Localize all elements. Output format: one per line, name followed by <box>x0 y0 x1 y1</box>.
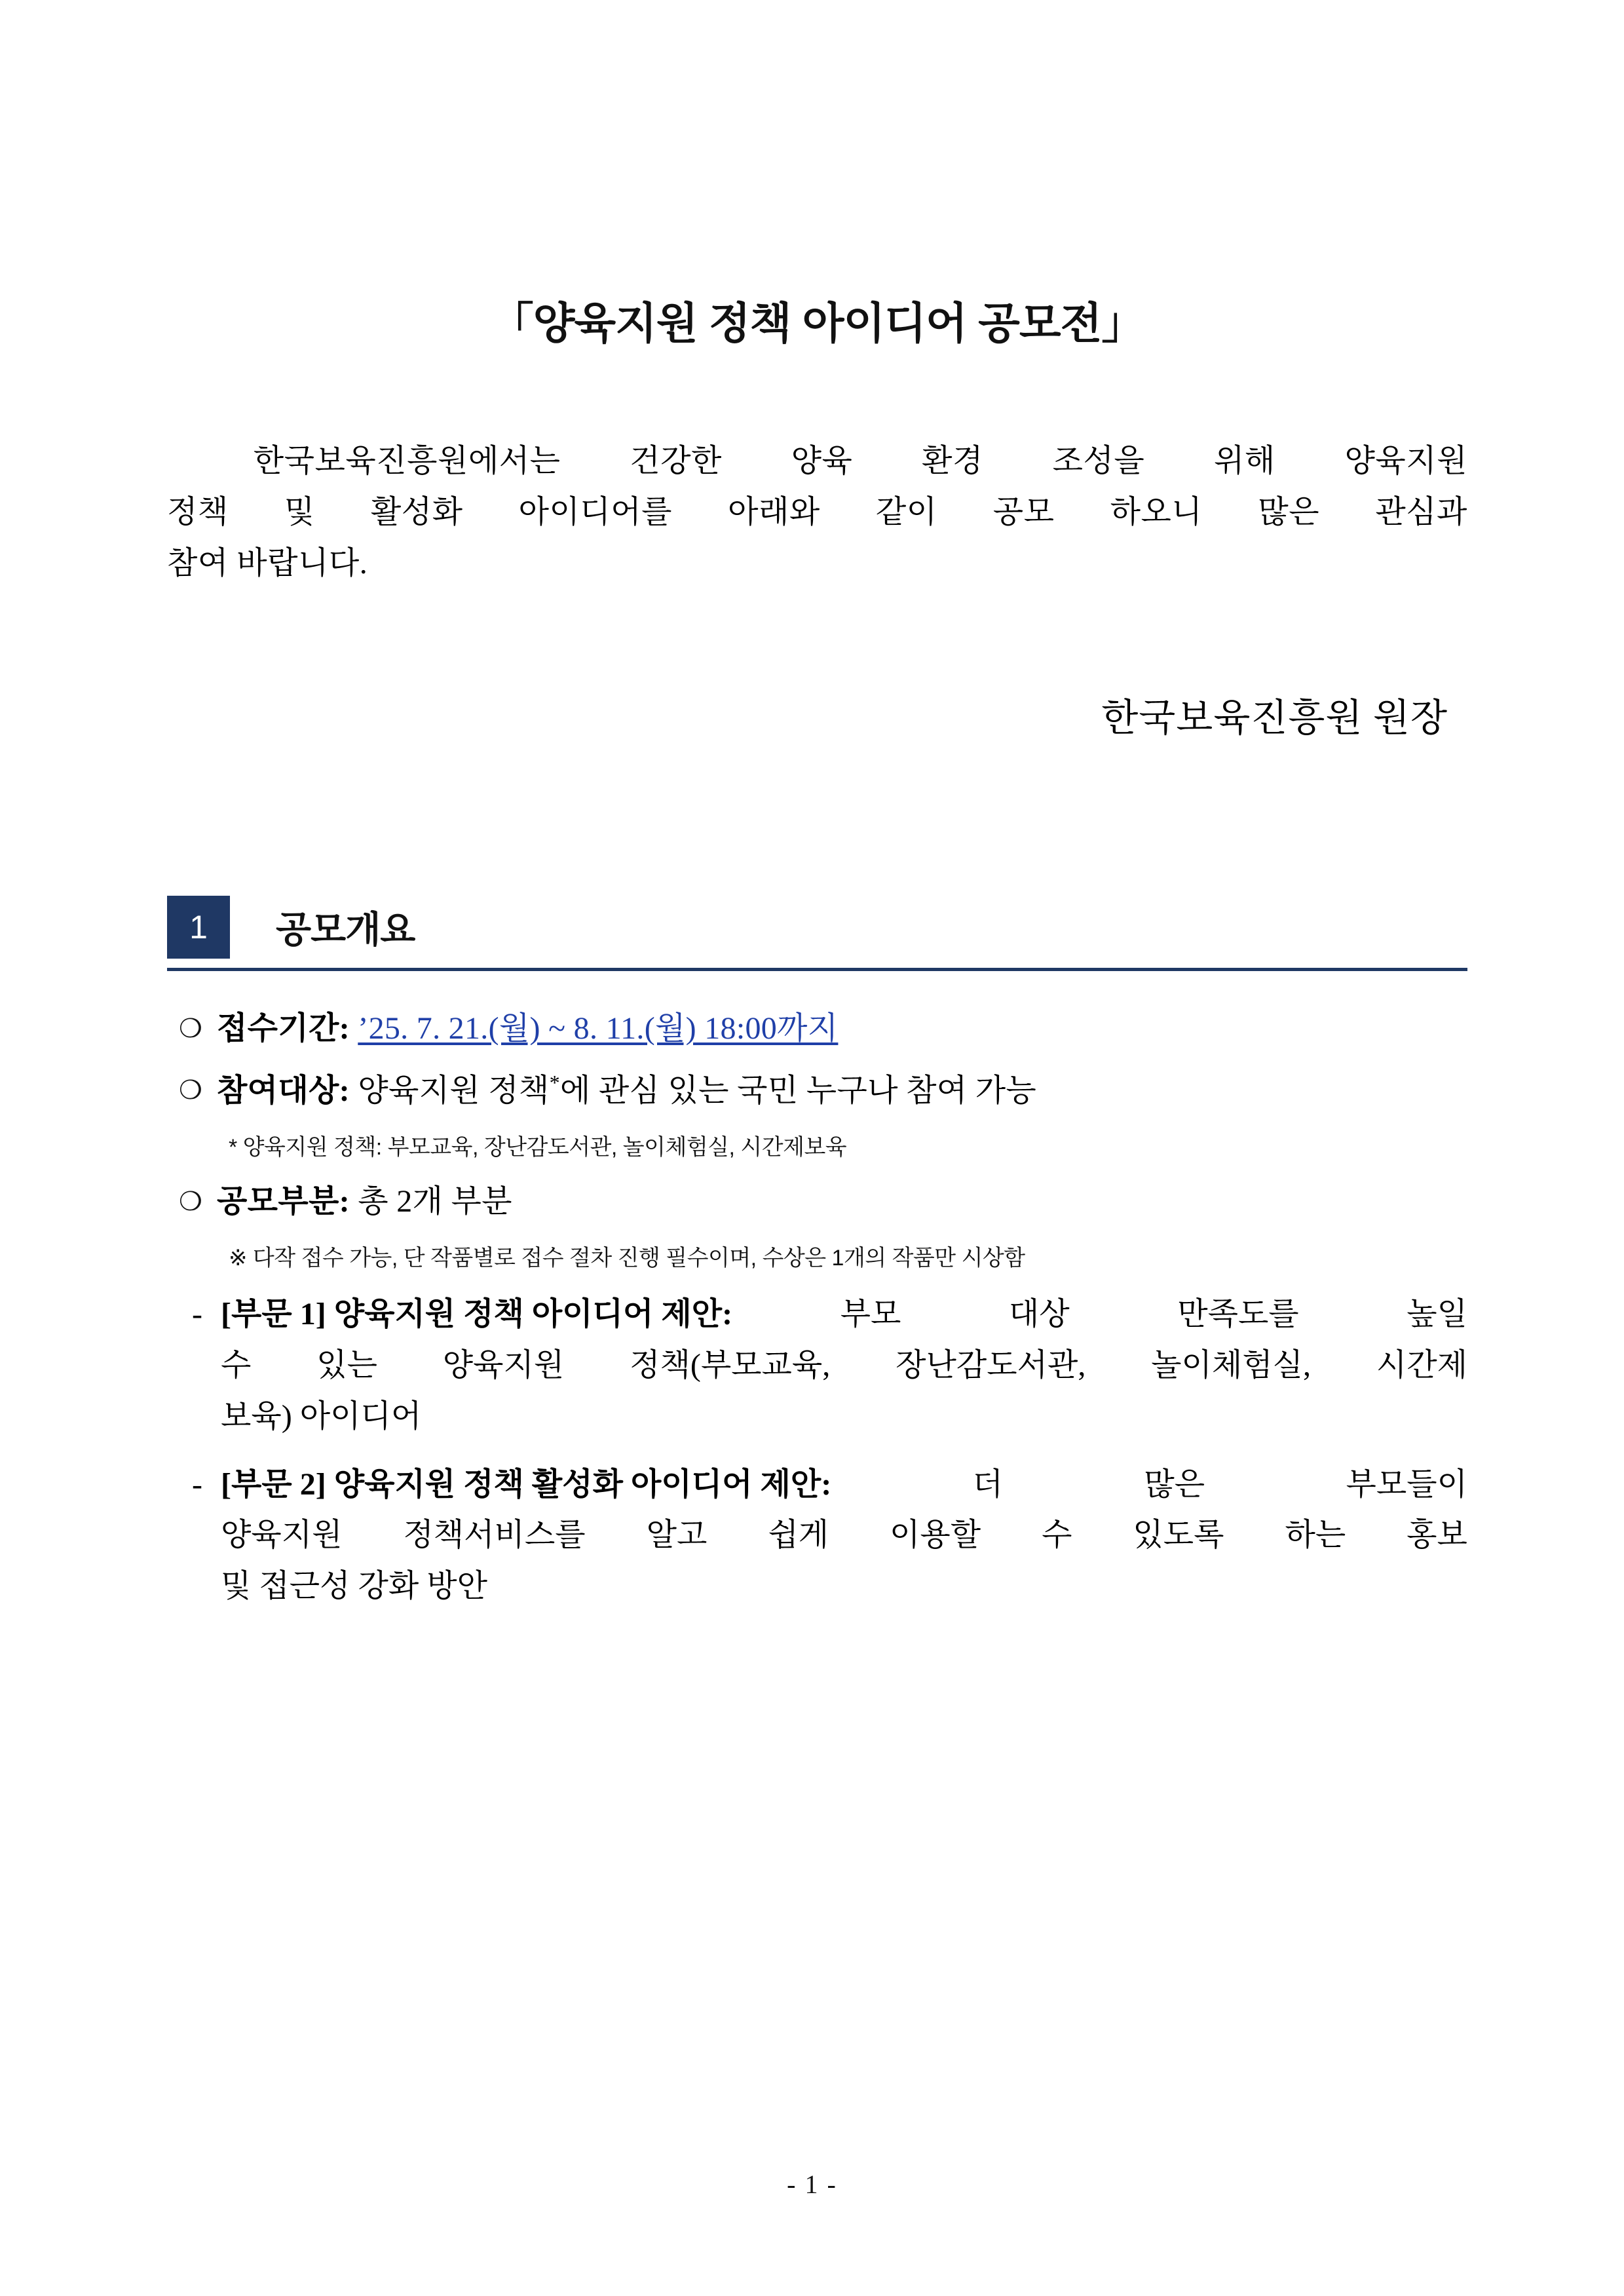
eligibility-text <box>217 1067 1467 1115</box>
part-1-line-1 <box>221 1289 1467 1340</box>
part-1-line2-word1: 수 <box>221 1348 252 1383</box>
part-1-body <box>221 1289 1467 1442</box>
footnote-multiple-entries: ※ 다작 접수 가능, 단 작품별로 접수 절차 진행 필수이며, 수상은 1개의 작품만 시상함 <box>229 1246 1025 1271</box>
categories-label: 공모부분: <box>217 1184 350 1219</box>
part-1-item <box>179 1289 1467 1442</box>
intro-line1-word6: 위해 <box>1214 444 1275 478</box>
intro-line2-word10: 관심과 <box>1375 494 1467 529</box>
intro-line-2 <box>167 487 1467 538</box>
part-1-line2-word2: 있는 <box>316 1348 377 1383</box>
application-period-text <box>217 1005 1467 1052</box>
section-number-badge: 1 <box>167 896 230 959</box>
intro-line1-word1: 한국보육진흥원에서는 <box>253 444 561 478</box>
intro-line2-word1: 정책 <box>167 494 229 529</box>
eligibility-label: 참여대상: <box>217 1073 350 1109</box>
part-1-line-2 <box>221 1340 1467 1391</box>
part-1-line2-word3: 양육지원 <box>442 1348 565 1383</box>
part-2-line2-word3: 알고 <box>646 1518 708 1553</box>
application-period-label: 접수기간: <box>217 1011 350 1046</box>
part-2-line2-word9: 홍보 <box>1407 1518 1467 1553</box>
part-2-line2-word7: 있도록 <box>1133 1518 1224 1553</box>
intro-line1-word2: 건강한 <box>630 444 722 478</box>
part-2-line2-word2: 정책서비스를 <box>403 1518 586 1553</box>
intro-line-1 <box>167 436 1467 487</box>
part-2-line-1 <box>221 1459 1467 1510</box>
intro-line1-word5: 조성을 <box>1052 444 1145 478</box>
part-1-line-3: 보육) 아이디어 <box>221 1398 422 1434</box>
intro-line2-word7: 공모 <box>992 494 1055 529</box>
intro-line2-word3: 활성화 <box>370 494 463 529</box>
dash-bullet-icon: - <box>192 1297 202 1332</box>
dash-bullet-icon: - <box>192 1466 202 1502</box>
intro-line2-word2: 및 <box>284 494 315 529</box>
part-1-line1-word4: 높일 <box>1407 1297 1467 1332</box>
section-heading <box>167 896 1467 971</box>
categories-value: 총 2개 부분 <box>358 1184 512 1219</box>
circle-bullet-icon: ❍ <box>179 1014 202 1044</box>
intro-line2-word9: 많은 <box>1258 494 1320 529</box>
part-2-line1-word1: 더 <box>972 1466 1003 1502</box>
categories-text <box>217 1178 1467 1225</box>
part-2-body <box>221 1459 1467 1612</box>
footnote-policy-definition: * 양육지원 정책: 부모교육, 장난감도서관, 놀이체험실, 시간제보육 <box>229 1135 847 1160</box>
document-content <box>167 0 1467 1625</box>
intro-line1-word3: 양육 <box>791 444 853 478</box>
part-1-line1-word1: 부모 <box>840 1297 901 1332</box>
part-2-line-2 <box>221 1510 1467 1561</box>
part-1-line2-word5: 장난감도서관, <box>896 1348 1086 1383</box>
part-2-line2-word8: 하는 <box>1285 1518 1346 1553</box>
part-1-line1-word2: 대상 <box>1008 1297 1070 1332</box>
part-1-line2-word4: 정책(부모교육, <box>630 1348 831 1383</box>
overview-list <box>167 1005 1467 1612</box>
intro-line2-word8: 하오니 <box>1110 494 1203 529</box>
intro-line2-word5: 아래와 <box>728 494 820 529</box>
circle-bullet-icon: ❍ <box>179 1187 202 1217</box>
part-2-heading: [부문 2] 양육지원 정책 활성화 아이디어 제안: <box>221 1466 832 1502</box>
part-2-line1-word3: 부모들이 <box>1346 1466 1467 1502</box>
eligibility-value: 양육지원 정책 <box>358 1073 550 1109</box>
circle-bullet-icon: ❍ <box>179 1075 202 1105</box>
part-1-line2-word6: 놀이체험실, <box>1151 1348 1312 1383</box>
intro-line1-word7: 양육지원 <box>1344 444 1467 478</box>
part-2-line-3: 및 접근성 강화 방안 <box>221 1569 487 1603</box>
part-2-line2-word6: 수 <box>1042 1518 1072 1553</box>
application-period-value: ’25. 7. 21.(월) ~ 8. 11.(월) 18:00까지 <box>358 1011 839 1046</box>
part-2-line2-word1: 양육지원 <box>221 1518 343 1553</box>
list-item-eligibility <box>179 1067 1467 1115</box>
eligibility-value-rest: 에 관심 있는 국민 누구나 참여 가능 <box>559 1073 1037 1109</box>
footnote-star-marker: * <box>549 1071 560 1095</box>
intro-line-3: 참여 바랍니다. <box>167 545 368 581</box>
signature-line: 한국보육진흥원 원장 <box>1101 697 1448 740</box>
list-item-application-period <box>179 1005 1467 1052</box>
intro-paragraph <box>167 436 1467 588</box>
part-1-line2-word7: 시간제 <box>1376 1348 1467 1383</box>
part-2-line1-word2: 많은 <box>1144 1466 1205 1502</box>
part-2-item <box>179 1459 1467 1612</box>
list-item-categories <box>179 1178 1467 1225</box>
intro-line2-word4: 아이디어를 <box>518 494 672 529</box>
part-2-line2-word4: 쉽게 <box>768 1518 829 1553</box>
section-title: 공모개요 <box>276 909 415 951</box>
part-2-line2-word5: 이용할 <box>890 1518 981 1553</box>
page-number: - 1 - <box>787 2170 837 2199</box>
page-title: 「양육지원 정책 아이디어 공모전」 <box>490 299 1144 347</box>
part-1-heading: [부문 1] 양육지원 정책 아이디어 제안: <box>221 1297 733 1332</box>
intro-line1-word4: 환경 <box>922 444 983 478</box>
intro-line2-word6: 같이 <box>875 494 937 529</box>
part-1-line1-word3: 만족도를 <box>1177 1297 1299 1332</box>
